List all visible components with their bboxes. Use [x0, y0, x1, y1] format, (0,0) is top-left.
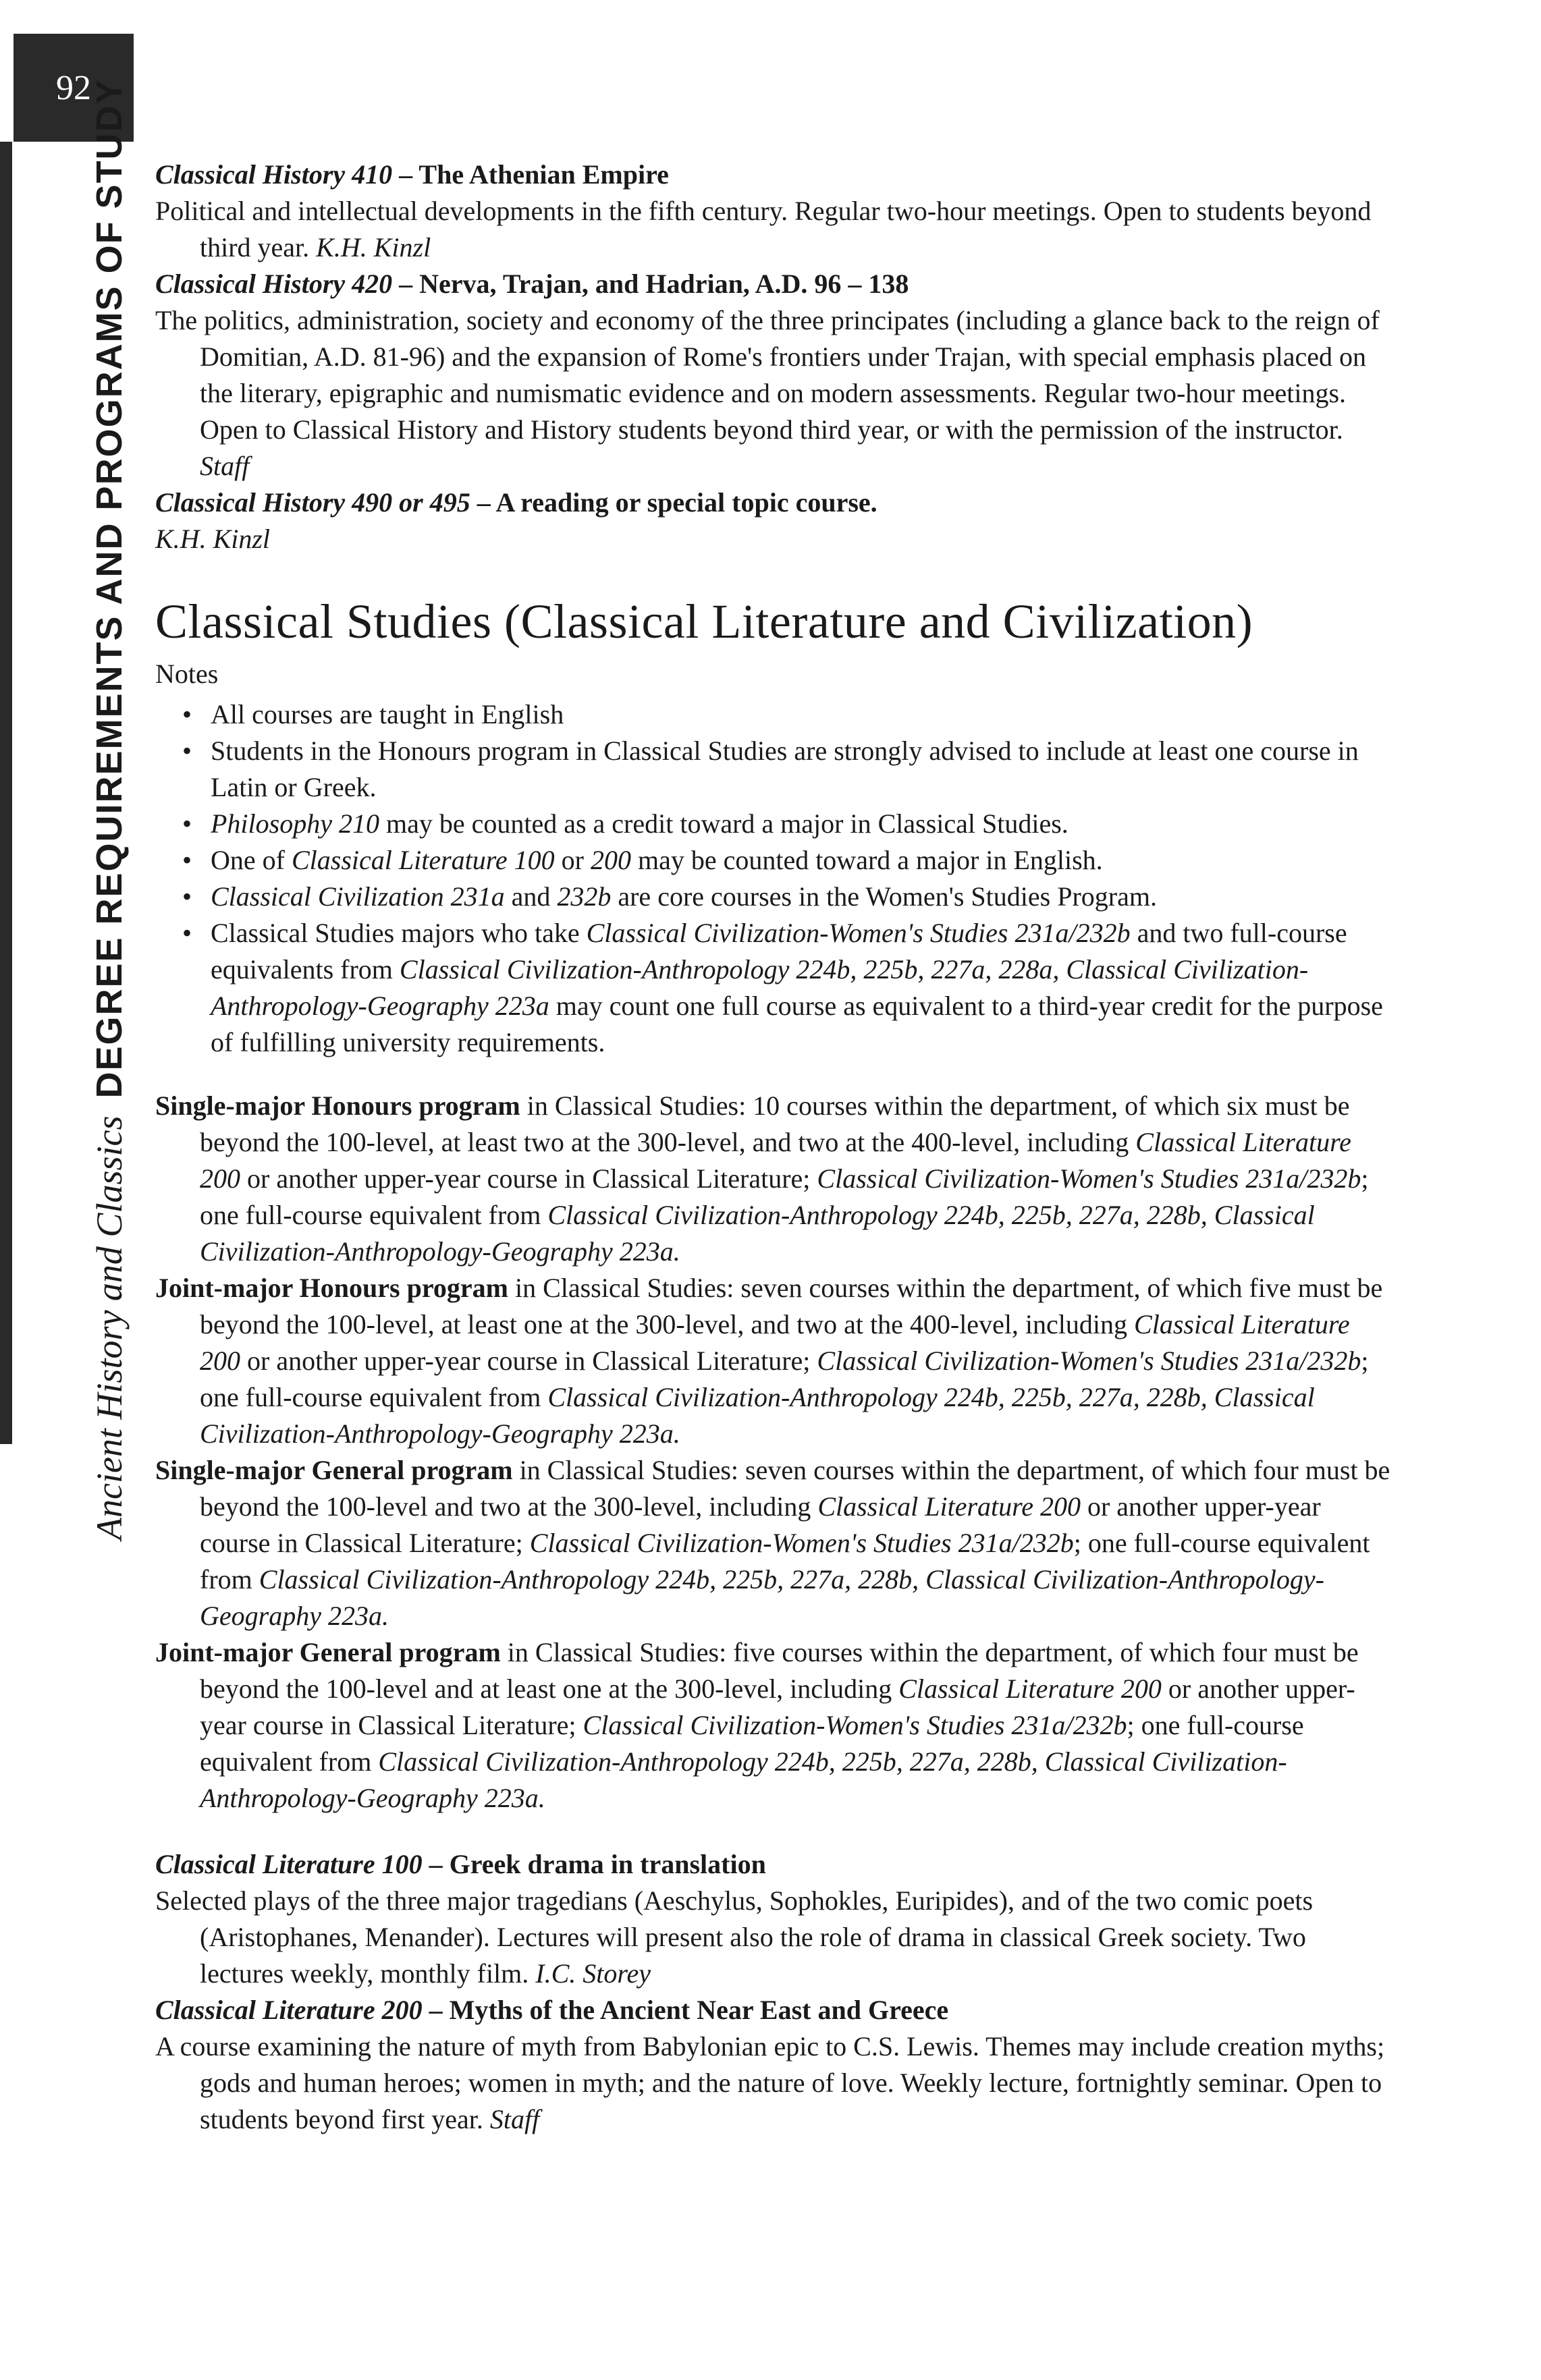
running-head-department: Ancient History and Classics [89, 1115, 130, 1540]
course-heading [155, 1849, 766, 1879]
course-instructor: Staff [200, 451, 250, 481]
course-instructor: K.H. Kinzl [316, 232, 431, 262]
note-course-ref: Classical Literature 100 [291, 845, 555, 875]
program-name: Joint-major General program [155, 1637, 501, 1667]
course-description: Selected plays of the three major tragedians (Aeschylus, Sophokles, Euripides), and of the two comic poets (Aristophanes, Menander). Lectures will present also the role of drama in classical Greek society. Two lectures weekly, monthly film. [155, 1885, 1314, 1989]
course-description: The politics, administration, society and economy of the three principates (including a glance back to the reign of Domitian, A.D. 81-96) and the expansion of Rome's frontiers under Trajan, with special emphasis placed on the literary, epigraphic and numismatic evidence and on modern assessments. Regular two-hour meetings. Open to Classical History and History students beyond third year, or with the permission of the instructor. [155, 305, 1380, 445]
history-course-list [155, 157, 1390, 557]
course-separator: – [470, 487, 496, 518]
course-title: Greek drama in translation [449, 1849, 766, 1879]
program-text: or another upper-year course in Classical Literature; [200, 1673, 1355, 1740]
course-entry [155, 1992, 1390, 2138]
course-instructor: K.H. Kinzl [155, 524, 271, 554]
course-entry [155, 485, 1390, 557]
program-text: ; one full-course equivalent from [200, 1163, 1369, 1230]
side-tab-bar [0, 142, 12, 1444]
note-text: may be counted toward a major in English. [630, 845, 1103, 875]
program-text: in Classical Studies: five courses within the department, of which four must be beyond the 100-level and at least one at the 300-level, including [200, 1637, 1359, 1704]
running-head [81, 78, 138, 1540]
course-instructor: I.C. Storey [535, 1958, 651, 1989]
program-text: in Classical Studies: 10 courses within the department, of which six must be beyond the 100-level, at least two at the 300-level, and two at the 400-level, including [200, 1090, 1350, 1157]
course-separator: – [392, 159, 419, 190]
note-text: Students in the Honours program in Classical Studies are strongly advised to include at least one course in Latin or Greek. [211, 736, 1359, 802]
note-course-ref: Classical Civilization-Anthropology 224b, 225b, 227a, 228a, Classical Civilization-Anthropology-Geography 223a [211, 954, 1309, 1021]
program-course-ref: Classical Literature 200 [200, 1127, 1351, 1194]
course-heading [155, 487, 877, 518]
course-title: A reading or special topic course. [495, 487, 877, 518]
program-course-ref: Classical Civilization-Anthropology 224b, 225b, 227a, 228b, Classical Civilization-Anthropology-Geography 223a. [200, 1564, 1324, 1631]
note-text: Classical Studies majors who take [211, 918, 587, 948]
running-head-section: DEGREE REQUIREMENTS AND PROGRAMS OF STUDY [89, 78, 130, 1099]
note-text: may count one full course as equivalent to a third-year credit for the purpose of fulfilling university requirements. [211, 991, 1383, 1057]
course-code: Classical History 420 [155, 269, 393, 299]
note-text: or [554, 845, 591, 875]
note-item [211, 806, 1390, 842]
course-separator: – [422, 1849, 450, 1879]
course-entry [155, 157, 1390, 266]
page-number: 92 [13, 34, 134, 142]
program-course-ref: Classical Literature 200 [200, 1309, 1350, 1376]
course-heading [155, 269, 909, 299]
course-code: Classical Literature 200 [155, 1995, 423, 2025]
course-title: Myths of the Ancient Near East and Greece [449, 1995, 949, 2025]
program-course-ref: Classical Literature 200 [898, 1673, 1162, 1704]
note-course-ref: Classical Civilization 231a [211, 881, 505, 912]
page-content [155, 157, 1390, 2138]
notes-list [155, 696, 1390, 1061]
course-heading [155, 159, 669, 190]
program-text: or another upper-year course in Classical Literature; [200, 1491, 1321, 1558]
course-title: The Athenian Empire [418, 159, 669, 190]
program-course-ref: Classical Civilization-Women's Studies 231a/232b [817, 1346, 1361, 1376]
programs-list [155, 1088, 1390, 1817]
note-text: and two full-course equivalents from [211, 918, 1347, 985]
note-item [211, 842, 1390, 879]
note-text: and [504, 881, 558, 912]
literature-course-list [155, 1846, 1390, 2138]
note-text: may be counted as a credit toward a major in Classical Studies. [379, 808, 1069, 839]
program-entry [155, 1634, 1390, 1817]
program-course-ref: Classical Civilization-Anthropology 224b, 225b, 227a, 228b, Classical Civilization-Anthropology-Geography 223a. [200, 1200, 1315, 1267]
program-entry [155, 1452, 1390, 1634]
program-name: Single-major Honours program [155, 1090, 520, 1121]
course-description: A course examining the nature of myth from Babylonian epic to C.S. Lewis. Themes may include creation myths; gods and human heroes; women in myth; and the nature of love. Weekly lecture, fortnightly seminar. Open to students beyond first year. [155, 2031, 1385, 2134]
note-course-ref: 200 [590, 845, 631, 875]
program-name: Joint-major Honours program [155, 1273, 508, 1303]
note-item [211, 915, 1390, 1061]
program-name: Single-major General program [155, 1455, 513, 1485]
program-course-ref: Classical Civilization-Women's Studies 231a/232b [529, 1528, 1074, 1558]
section-title: Classical Studies (Classical Literature and Civilization) [155, 594, 1253, 648]
note-course-ref: Philosophy 210 [211, 808, 379, 839]
course-separator: – [392, 269, 420, 299]
course-code: Classical History 490 or 495 [155, 487, 470, 518]
program-text: in Classical Studies: seven courses within the department, of which five must be beyond the 100-level, at least one at the 300-level, and two at the 400-level, including [200, 1273, 1383, 1339]
program-course-ref: Classical Civilization-Women's Studies 231a/232b [583, 1710, 1127, 1740]
program-entry [155, 1270, 1390, 1452]
program-text: ; one full-course equivalent from [200, 1528, 1370, 1595]
course-code: Classical Literature 100 [155, 1849, 423, 1879]
course-entry [155, 1846, 1390, 1992]
program-text: in Classical Studies: seven courses within the department, of which four must be beyond the 100-level and two at the 300-level, including [200, 1455, 1390, 1522]
course-entry [155, 266, 1390, 485]
note-text: One of [211, 845, 292, 875]
notes-label: Notes [155, 659, 219, 689]
note-text: All courses are taught in English [211, 699, 564, 729]
program-course-ref: Classical Civilization-Anthropology 224b, 225b, 227a, 228b, Classical Civilization-Anthropology-Geography 223a. [200, 1746, 1287, 1813]
note-item [211, 733, 1390, 806]
course-separator: – [422, 1995, 450, 2025]
program-text: ; one full-course equivalent from [200, 1710, 1304, 1777]
program-text: ; one full-course equivalent from [200, 1346, 1369, 1412]
program-course-ref: Classical Literature 200 [817, 1491, 1081, 1522]
note-item [211, 879, 1390, 915]
program-course-ref: Classical Civilization-Anthropology 224b, 225b, 227a, 228b, Classical Civilization-Anthropology-Geography 223a. [200, 1382, 1315, 1449]
course-heading [155, 1995, 948, 2025]
note-text: are core courses in the Women's Studies Program. [611, 881, 1157, 912]
program-text: or another upper-year course in Classical Literature; [240, 1163, 817, 1194]
program-course-ref: Classical Civilization-Women's Studies 231a/232b [817, 1163, 1361, 1194]
program-text: or another upper-year course in Classical Literature; [240, 1346, 817, 1376]
course-instructor: Staff [489, 2104, 540, 2134]
note-course-ref: Classical Civilization-Women's Studies 231a/232b [586, 918, 1131, 948]
note-item [211, 696, 1390, 733]
course-title: Nerva, Trajan, and Hadrian, A.D. 96 – 138 [419, 269, 909, 299]
note-course-ref: 232b [557, 881, 612, 912]
program-entry [155, 1088, 1390, 1270]
course-description: Political and intellectual developments in the fifth century. Regular two-hour meetings. Open to students beyond third year. [155, 196, 1372, 262]
course-code: Classical History 410 [155, 159, 393, 190]
